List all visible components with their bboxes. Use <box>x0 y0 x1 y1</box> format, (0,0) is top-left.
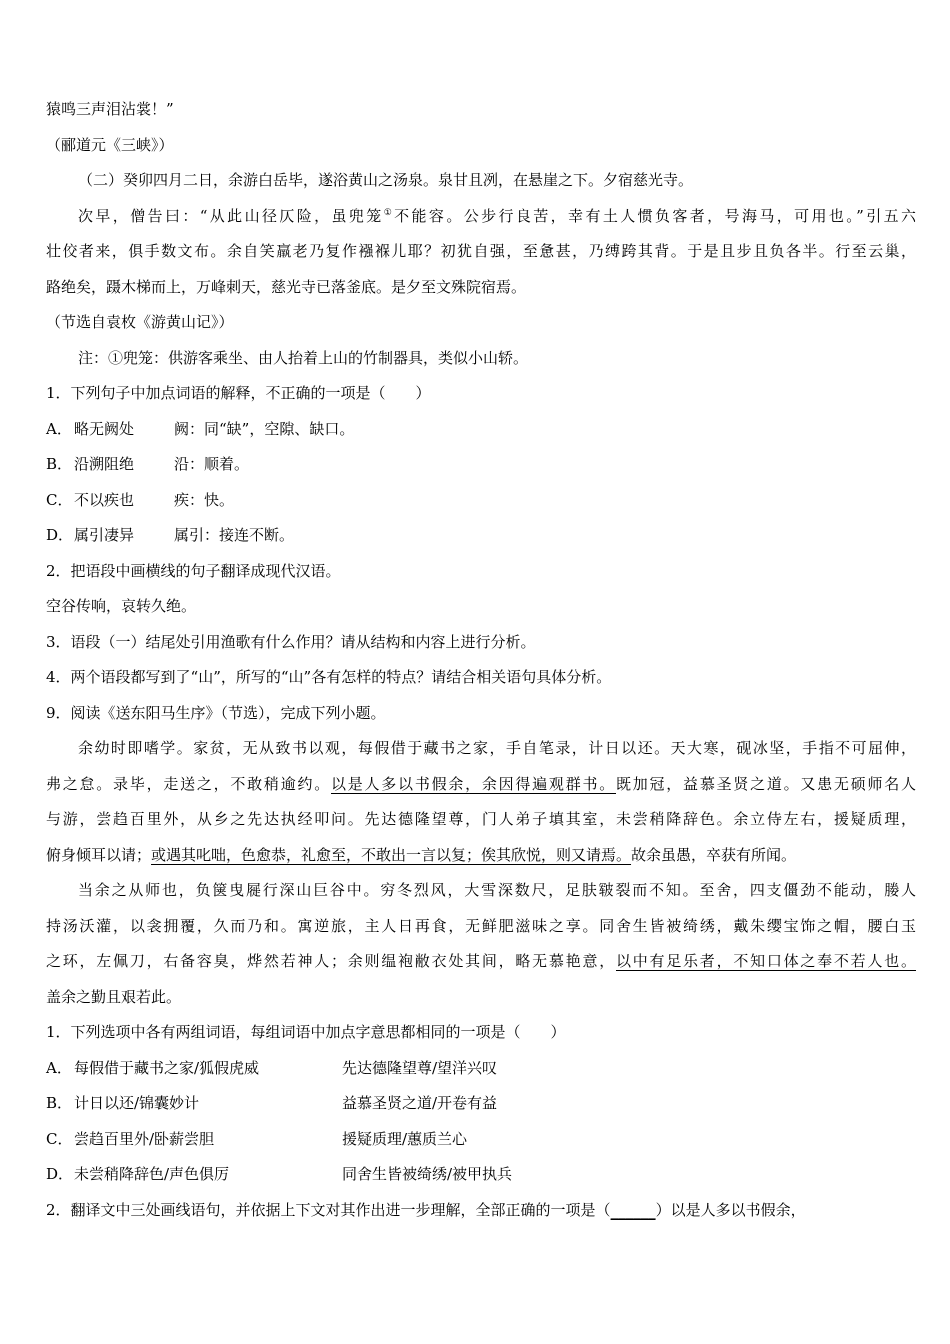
option-pair-1: 每假借于藏书之家/狐假虎威 <box>74 1058 260 1077</box>
text: 之环，左佩刀，右备容臭，烨然若神人；余则缊袍敝衣处其间，略无慕艳意， <box>46 952 616 970</box>
passage2-line <box>46 199 916 235</box>
text: 2．翻译文中三处画线语句，并依据上下文对其作出进一步理解，全部正确的一项是（ <box>46 1200 611 1219</box>
passage2-line: 路绝矣，蹑木梯而上，万峰刺天，慈光寺已落釜底。是夕至文殊院宿焉。 <box>46 277 527 296</box>
option-label: C． <box>46 1129 73 1148</box>
passage3-line: 持汤沃灌，以衾拥覆，久而乃和。寓逆旅，主人日再食，无鲜肥滋味之享。同舍生皆被绮绣，戴朱缨宝饰之帽，腰白玉 <box>46 916 916 935</box>
text: 故余虽愚，卒获有所闻。 <box>631 845 797 864</box>
answer-blank: ______ <box>610 1200 656 1219</box>
passage2-source: （节选自袁枚《游黄山记》） <box>46 313 234 331</box>
option-d <box>46 518 916 554</box>
passage2-line: （二）癸卯四月二日，余游白岳毕，遂浴黄山之汤泉。泉甘且冽，在悬崖之下。夕宿慈光寺。 <box>78 171 694 189</box>
passage1-source: （郦道元《三峡》） <box>46 135 174 154</box>
option-explanation: 属引：接连不断。 <box>174 526 295 544</box>
option-explanation: 疾：快。 <box>174 490 235 509</box>
option-phrase: 属引凄异 <box>74 526 135 544</box>
option-label: D． <box>46 1165 74 1183</box>
text: 次早，僧告曰：“从此山径仄险，虽兜笼 <box>78 206 384 225</box>
option-b <box>46 447 916 483</box>
option-pair-2: 益慕圣贤之道/开卷有益 <box>342 1094 498 1112</box>
option-explanation: 阙：同“缺”，空隙、缺口。 <box>174 419 355 438</box>
text: 既加冠，益慕圣贤之道。又患无硕师名人 <box>616 774 916 793</box>
passage3-line: 盖余之勤且艰若此。 <box>46 987 182 1006</box>
option-pair-1: 未尝稍降辞色/声色俱厉 <box>74 1165 230 1183</box>
option-label: A． <box>46 419 72 438</box>
question-2: 2．把语段中画横线的句子翻译成现代汉语。 <box>46 561 341 580</box>
passage3-line <box>46 944 916 980</box>
option-d <box>46 1157 916 1193</box>
option-c <box>46 1122 916 1158</box>
option-b <box>46 1086 916 1122</box>
text: 不能容。公步行良苦，幸有土人惯负客者，号海马，可用也。”引五六 <box>394 206 917 225</box>
passage2-line: 壮佼者来，俱手数文布。余自笑羸老乃复作襁褓儿耶？初犹自强，至惫甚，乃缚跨其背。于是且步且负各半。行至云巢， <box>46 242 916 260</box>
option-pair-2: 同舍生皆被绮绣/被甲执兵 <box>342 1165 513 1183</box>
question-9-1: 1．下列选项中各有两组词语，每组词语中加点字意思都相同的一项是（ ） <box>46 1023 566 1041</box>
question-3: 3．语段（一）结尾处引用渔歌有什么作用？请从结构和内容上进行分析。 <box>46 632 536 651</box>
footnote: 注：①兜笼：供游客乘坐、由人抬着上山的竹制器具，类似小山轿。 <box>78 348 529 367</box>
question-1: 1．下列句子中加点词语的解释，不正确的一项是（ ） <box>46 384 431 402</box>
option-phrase: 不以疾也 <box>74 490 135 509</box>
document-page <box>46 92 916 1228</box>
option-phrase: 沿溯阻绝 <box>74 455 135 473</box>
passage1-end: 猿鸣三声泪沾裳！” <box>46 100 174 118</box>
underlined-sentence: 以中有足乐者，不知口体之奉不若人也。 <box>615 952 916 970</box>
text: 俯身倾耳以请； <box>46 845 152 864</box>
option-a <box>46 412 916 448</box>
passage3-line <box>46 767 916 803</box>
option-label: B． <box>46 455 73 473</box>
option-label: D． <box>46 526 74 544</box>
passage3-line <box>46 838 916 874</box>
passage3-line: 余幼时即嗜学。家贫，无从致书以观，每假借于藏书之家，手自笔录，计日以还。天大寒，砚冰坚，手指不可屈伸， <box>78 739 916 757</box>
passage3-line: 当余之从师也，负箧曳屣行深山巨谷中。穷冬烈风，大雪深数尺，足肤皲裂而不知。至舍，四支僵劲不能动，媵人 <box>78 881 916 899</box>
option-label: A． <box>46 1058 72 1077</box>
option-a <box>46 1051 916 1087</box>
option-c <box>46 483 916 519</box>
underlined-sentence: 或遇其叱咄，色愈恭，礼愈至，不敢出一言以复；俟其欣悦，则又请焉。 <box>151 845 632 864</box>
option-phrase: 略无阙处 <box>74 419 135 438</box>
text: 弗之怠。录毕，走送之，不敢稍逾约。 <box>46 774 331 793</box>
option-pair-1: 计日以还/锦囊妙计 <box>74 1094 200 1112</box>
question-4: 4．两个语段都写到了“山”，所写的“山”各有怎样的特点？请结合相关语句具体分析。 <box>46 668 612 686</box>
question-9-2 <box>46 1193 916 1229</box>
question-9: 9．阅读《送东阳马生序》（节选），完成下列小题。 <box>46 703 386 722</box>
passage3-line: 与游，尝趋百里外，从乡之先达执经叩问。先达德隆望尊，门人弟子填其室，未尝稍降辞色。余立侍左右，援疑质理， <box>46 810 916 828</box>
option-explanation: 沿：顺着。 <box>174 455 250 473</box>
underlined-sentence: 以是人多以书假余，余因得遍观群书。 <box>331 774 616 793</box>
option-pair-2: 援疑质理/蕙质兰心 <box>342 1129 468 1148</box>
question-2-sentence: 空谷传响，哀转久绝。 <box>46 597 197 615</box>
footnote-mark: ① <box>383 207 395 218</box>
option-label: C． <box>46 490 73 509</box>
text: ）以是人多以书假余， <box>655 1200 806 1219</box>
option-pair-2: 先达德隆望尊/望洋兴叹 <box>342 1058 498 1077</box>
option-label: B． <box>46 1094 73 1112</box>
option-pair-1: 尝趋百里外/卧薪尝胆 <box>74 1129 215 1148</box>
